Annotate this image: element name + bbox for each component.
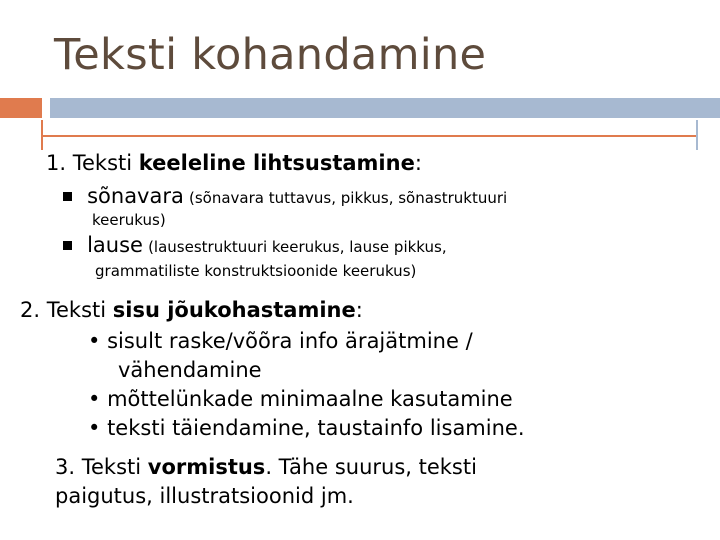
item-2-post: :: [355, 298, 363, 322]
dot-bullet: •: [88, 329, 101, 353]
item-1-sub-2-cont: grammatiliste konstruktsioonide keerukus): [95, 262, 417, 280]
item-2-bullet-1-cont: vähendamine: [118, 358, 262, 382]
item-1-sub-2: [63, 233, 447, 257]
item-2-pre: Teksti: [46, 298, 113, 322]
item-3-bold: vormistus: [147, 455, 266, 479]
item-2-bullet-3: [88, 416, 525, 440]
title-accent-orange-block: [0, 98, 42, 118]
bullet-2-text: mõttelünkade minimaalne kasutamine: [107, 387, 513, 411]
item-3-line-2: paigutus, illustratsioonid jm.: [55, 484, 354, 508]
sub-1-detail: (sõnavara tuttavus, pikkus, sõnastruktuuri: [188, 189, 508, 207]
item-3-number: 3.: [55, 455, 76, 479]
title-accent-blue-vertical: [696, 120, 698, 150]
slide-title: Teksti kohandamine: [54, 30, 487, 80]
item-2-number: 2.: [20, 298, 41, 322]
item-1-sub-1-cont: keerukus): [92, 211, 166, 229]
bullet-1-text: sisult raske/võõra info ärajätmine /: [107, 329, 473, 353]
square-bullet-icon: [63, 192, 72, 201]
item-3-line-1: [55, 455, 477, 479]
dot-bullet: •: [88, 387, 101, 411]
bullet-3-text: teksti täiendamine, taustainfo lisamine.: [107, 416, 525, 440]
sub-2-term: lause: [87, 233, 143, 257]
item-2-bold: sisu jõukohastamine: [112, 298, 356, 322]
title-accent-orange-line: [42, 135, 696, 137]
item-1-heading: [46, 151, 422, 175]
sub-2-detail: (lausestruktuuri keerukus, lause pikkus,: [148, 238, 447, 256]
sub-1-term: sõnavara: [87, 184, 184, 208]
item-1-sub-1: [63, 184, 507, 208]
square-bullet-icon: [63, 241, 72, 250]
item-2-bullet-2: [88, 387, 513, 411]
item-2-heading: [20, 298, 363, 322]
item-3-post: . Tähe suurus, teksti: [265, 455, 477, 479]
item-1-post: :: [414, 151, 422, 175]
item-1-number: 1.: [46, 151, 67, 175]
item-1-bold: keeleline lihtsustamine: [138, 151, 415, 175]
dot-bullet: •: [88, 416, 101, 440]
title-accent-blue-bar: [50, 98, 720, 118]
item-1-pre: Teksti: [72, 151, 139, 175]
item-3-pre: Teksti: [81, 455, 148, 479]
item-2-bullet-1: [88, 329, 473, 353]
